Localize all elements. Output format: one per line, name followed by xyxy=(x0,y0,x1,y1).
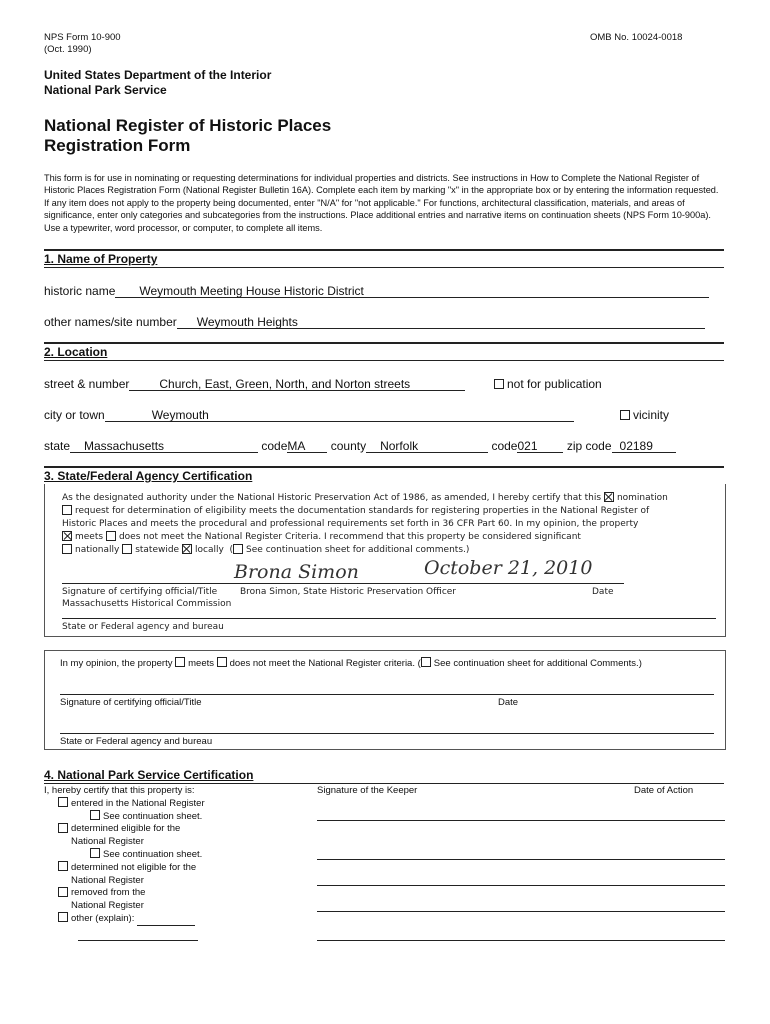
other-label: other (explain): xyxy=(71,912,135,924)
divider xyxy=(44,249,724,251)
other-explain-field[interactable] xyxy=(137,915,195,926)
agency-label: State or Federal agency and bureau xyxy=(62,622,224,632)
keeper-line[interactable] xyxy=(317,820,725,821)
request-checkbox[interactable] xyxy=(62,505,72,515)
section-2-heading: 2. Location xyxy=(44,345,108,359)
zip-label: zip code xyxy=(566,439,612,453)
certify-label: I, hereby certify that this property is: xyxy=(44,785,195,796)
other-names-field[interactable]: Weymouth Heights xyxy=(197,315,705,329)
nomination-checkbox[interactable] xyxy=(604,492,614,502)
state-field[interactable]: Massachusetts xyxy=(84,439,258,453)
keeper-label: Signature of the Keeper xyxy=(317,785,418,796)
statewide-label: statewide xyxy=(135,545,180,555)
street-label: street & number xyxy=(44,377,130,391)
historic-name-field[interactable]: Weymouth Meeting House Historic District xyxy=(139,284,709,298)
keeper-line[interactable] xyxy=(317,885,725,886)
entered-checkbox[interactable] xyxy=(58,797,68,807)
see2-checkbox[interactable] xyxy=(90,848,100,858)
opinion-continuation-label: See continuation sheet for additional Comments.) xyxy=(433,658,642,669)
not-eligible-label: determined not eligible for the xyxy=(71,861,197,873)
not-eligible-checkbox[interactable] xyxy=(58,861,68,871)
opinion-not-meet-checkbox[interactable] xyxy=(217,657,227,667)
eligible-label-2: National Register xyxy=(71,836,144,848)
agency-line[interactable] xyxy=(60,733,714,734)
department: United States Department of the Interior xyxy=(44,68,272,82)
not-for-publication xyxy=(494,377,602,391)
divider xyxy=(44,267,724,268)
opinion-text xyxy=(60,658,642,671)
removed-label-2: National Register xyxy=(71,900,144,912)
vicinity-label: vicinity xyxy=(633,408,670,422)
nationally-label: nationally xyxy=(75,545,120,555)
continuation-checkbox[interactable] xyxy=(233,544,243,554)
meets-checkbox[interactable] xyxy=(62,531,72,541)
removed-checkbox[interactable] xyxy=(58,887,68,897)
sig-name: Brona Simon, State Historic Preservation Officer xyxy=(240,587,457,597)
city-row xyxy=(44,408,574,422)
street-row xyxy=(44,377,465,391)
street-field[interactable]: Church, East, Green, North, and Norton streets xyxy=(159,377,465,391)
form-number: NPS Form 10-900 xyxy=(44,32,121,43)
divider xyxy=(44,360,724,361)
keeper-line[interactable] xyxy=(317,940,725,941)
signature-line[interactable] xyxy=(62,583,624,584)
does-not-meet-checkbox[interactable] xyxy=(106,531,116,541)
page-title: National Register of Historic Places xyxy=(44,116,332,135)
nomination-label: nomination xyxy=(616,493,668,503)
city-label: city or town xyxy=(44,408,105,422)
date2-label: Date xyxy=(498,697,519,708)
other-checkbox[interactable] xyxy=(58,912,68,922)
paren: ( xyxy=(229,545,234,555)
vicinity xyxy=(620,408,669,422)
zip-field[interactable]: 02189 xyxy=(620,439,676,453)
vicinity-checkbox[interactable] xyxy=(620,410,630,420)
county-field[interactable]: Norfolk xyxy=(380,439,488,453)
city-field[interactable]: Weymouth xyxy=(152,408,574,422)
omb-number: OMB No. 10024-0018 xyxy=(590,32,683,43)
state-code-label: code xyxy=(261,439,288,453)
agency-name: Massachusetts Historical Commission xyxy=(62,599,232,609)
county-code-label: code xyxy=(491,439,518,453)
eligible-checkbox[interactable] xyxy=(58,823,68,833)
cert-line-1: As the designated authority under the National Historic Preservation Act of 1986, as amended, I hereby certify that this xyxy=(62,493,602,503)
historic-name-row xyxy=(44,284,709,298)
divider xyxy=(44,342,724,344)
not-for-publication-checkbox[interactable] xyxy=(494,379,504,389)
signature-line[interactable] xyxy=(60,694,714,695)
agency-line xyxy=(62,618,716,619)
county-label: county xyxy=(330,439,367,453)
handwritten-signature: Brona Simon xyxy=(234,561,359,583)
meets-label: meets xyxy=(75,532,104,542)
state-row xyxy=(44,439,676,453)
opinion-label: In my opinion, the property xyxy=(60,658,173,669)
divider xyxy=(44,466,724,468)
section-4-heading: 4. National Park Service Certification xyxy=(44,768,254,782)
other-explain-line[interactable] xyxy=(78,940,198,941)
cert-line-3: Historic Places and meets the procedural and professional requirements set forth in 36 CFR Part 60. In my opinion, the property xyxy=(62,519,639,529)
state-code-field[interactable]: MA xyxy=(287,439,327,453)
sig2-label: Signature of certifying official/Title xyxy=(60,697,202,708)
opinion-continuation-checkbox[interactable] xyxy=(421,657,431,667)
opinion-not-meet-label: does not meet the National Register criteria. ( xyxy=(229,658,421,669)
agency2-label: State or Federal agency and bureau xyxy=(60,736,213,747)
historic-name-label: historic name xyxy=(44,284,116,298)
locally-label: locally xyxy=(194,545,224,555)
removed-label: removed from the xyxy=(71,887,146,899)
action-date-label: Date of Action xyxy=(634,785,694,796)
other-names-label: other names/site number xyxy=(44,315,177,329)
intro-text: This form is for use in nominating or requesting determinations for individual properties and districts. See instructions in How to Complete the National Register of Historic Places Registration Form (National Register Bulletin 16A). Complete each item by marking "x" in the appropriate box or by entering the information requested. If any item does not apply to the property being documented, enter "N/A" for "not applicable." For functions, architectural classification, materials, and areas of significance, enter only categories and subcategories from the instructions. Place additional entries and narrative items on continuation sheets (NPS Form 10-900a). Use a typewriter, word processor, or computer, to complete all items. xyxy=(44,173,719,233)
not-for-publication-label: not for publication xyxy=(507,377,602,391)
page-subtitle: Registration Form xyxy=(44,136,191,155)
opinion-meets-checkbox[interactable] xyxy=(175,657,185,667)
statewide-checkbox[interactable] xyxy=(122,544,132,554)
county-code-field[interactable]: 021 xyxy=(517,439,563,453)
opinion-meets-label: meets xyxy=(188,658,214,669)
cert-line-4: does not meet the National Register Criteria. I recommend that this property be considered significant xyxy=(118,532,581,542)
nps-options xyxy=(44,785,205,926)
form-date: (Oct. 1990) xyxy=(44,44,92,55)
see1-label: See continuation sheet. xyxy=(103,810,203,822)
handwritten-date: October 21, 2010 xyxy=(424,557,593,579)
not-eligible-label-2: National Register xyxy=(71,874,144,886)
other-names-row xyxy=(44,315,705,329)
state-label: state xyxy=(44,439,71,453)
sig-label: Signature of certifying official/Title xyxy=(62,587,218,597)
see1-checkbox[interactable] xyxy=(90,810,100,820)
service: National Park Service xyxy=(44,83,167,97)
cert-line-2: request for determination of eligibility meets the documentation standards for registering properties in the National Register of xyxy=(75,506,650,516)
date-label: Date xyxy=(592,587,614,597)
eligible-label: determined eligible for the xyxy=(71,823,181,835)
continuation-label: See continuation sheet for additional comments.) xyxy=(246,545,470,555)
nationally-checkbox[interactable] xyxy=(62,544,72,554)
keeper-line[interactable] xyxy=(317,859,725,860)
see2-label: See continuation sheet. xyxy=(103,848,203,860)
keeper-line[interactable] xyxy=(317,911,725,912)
divider xyxy=(44,783,724,784)
entered-label: entered in the National Register xyxy=(71,797,205,809)
section-3-heading: 3. State/Federal Agency Certification xyxy=(44,469,253,483)
section-1-heading: 1. Name of Property xyxy=(44,252,158,266)
locally-checkbox[interactable] xyxy=(182,544,192,554)
certification-text xyxy=(62,492,718,557)
